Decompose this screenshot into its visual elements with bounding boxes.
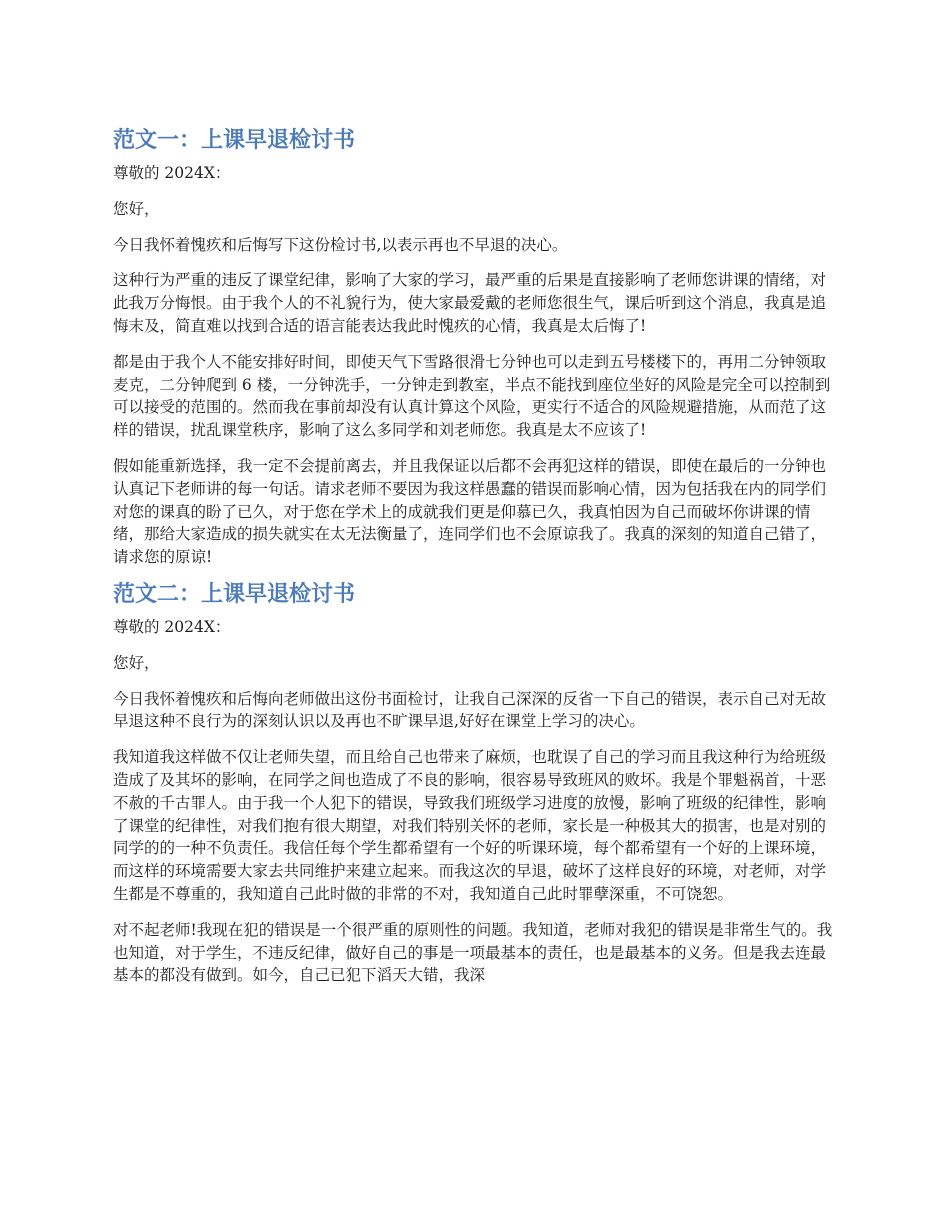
- essay-one: [113, 124, 838, 569]
- paragraph: 都是由于我个人不能安排好时间，即使天气下雪路很滑七分钟也可以走到五号楼楼下的，再用二分钟领取麦克，二分钟爬到 6 楼，一分钟洗手，一分钟走到教室，半点不能找到座位坐好的风险是完全可以控制到可以接受的范围的。然而我在事前却没有认真计算这个风险，更实行不适合的风险规避措施，从而范了这样的错误，扰乱课堂秩序，影响了这么多同学和刘老师您。我真是太不应该了!: [113, 352, 831, 440]
- greeting: 您好，: [113, 199, 160, 218]
- salutation: 尊敬的 2024X：: [113, 617, 231, 636]
- section-heading: 范文一：上课早退检讨书: [113, 128, 356, 153]
- paragraph: 今日我怀着愧疚和后悔写下这份检讨书,以表示再也不早退的决心。: [113, 235, 568, 254]
- greeting: 您好，: [113, 653, 160, 672]
- salutation: 尊敬的 2024X：: [113, 164, 231, 182]
- paragraph: 这种行为严重的违反了课堂纪律，影响了大家的学习，最严重的后果是直接影响了老师您讲课的情绪，对此我万分悔恨。由于我个人的不礼貌行为，使大家最爱戴的老师您很生气，课后听到这个消息，我真是追悔末及，简直难以找到合适的语言能表达我此时愧疚的心情，我真是太后悔了!: [113, 271, 827, 335]
- paragraph: 今日我怀着愧疚和后悔向老师做出这份书面检讨，让我自己深深的反省一下自己的错误，表示自己对无故早退这种不良行为的深刻认识以及再也不旷课早退,好好在课堂上学习的决心。: [113, 689, 827, 731]
- essay-two: [113, 578, 838, 987]
- paragraph: 我知道我这样做不仅让老师失望，而且给自己也带来了麻烦，也耽误了自己的学习而且我这种行为给班级造成了及其坏的影响，在同学之间也造成了不良的影响，很容易导致班风的败坏。我是个罪魁祸首，十恶不赦的千古罪人。由于我一个人犯下的错误，导致我们班级学习进度的放慢，影响了班级的纪律性，影响了课堂的纪律性，对我们抱有很大期望，对我们特别关怀的老师，家长是一种极其大的损害，也是对别的同学的的一种不负责任。我信任每个学生都希望有一个好的听课环境，每个都希望有一个好的上课环境，而这样的环境需要大家去共同维护来建立起来。而我这次的早退，破坏了这样良好的环境，对老师，对学生都是不尊重的，我知道自己此时做的非常的不对，我知道自己此时罪孽深重，不可饶恕。: [113, 748, 827, 903]
- paragraph: 假如能重新选择，我一定不会提前离去，并且我保证以后都不会再犯这样的错误，即使在最后的一分钟也认真记下老师讲的每一句话。请求老师不要因为我这样愚蠢的错误而影响心情，因为包括我在内的同学们对您的课真的盼了已久，对于您在学术上的成就我们更是仰慕已久，我真怕因为自己而破坏你讲课的情绪，那给大家造成的损失就实在太无法衡量了，连同学们也不会原谅我了。我真的深刻的知道自己错了，请求您的原谅!: [113, 456, 827, 567]
- paragraph: 对不起老师!我现在犯的错误是一个很严重的原则性的问题。我知道，老师对我犯的错误是非常生气的。我也知道，对于学生，不违反纪律，做好自己的事是一项最基本的责任，也是最基本的义务。但是我去连最基本的都没有做到。如今，自己已犯下滔天大错，我深: [113, 920, 833, 985]
- section-heading: 范文二：上课早退检讨书: [113, 581, 356, 607]
